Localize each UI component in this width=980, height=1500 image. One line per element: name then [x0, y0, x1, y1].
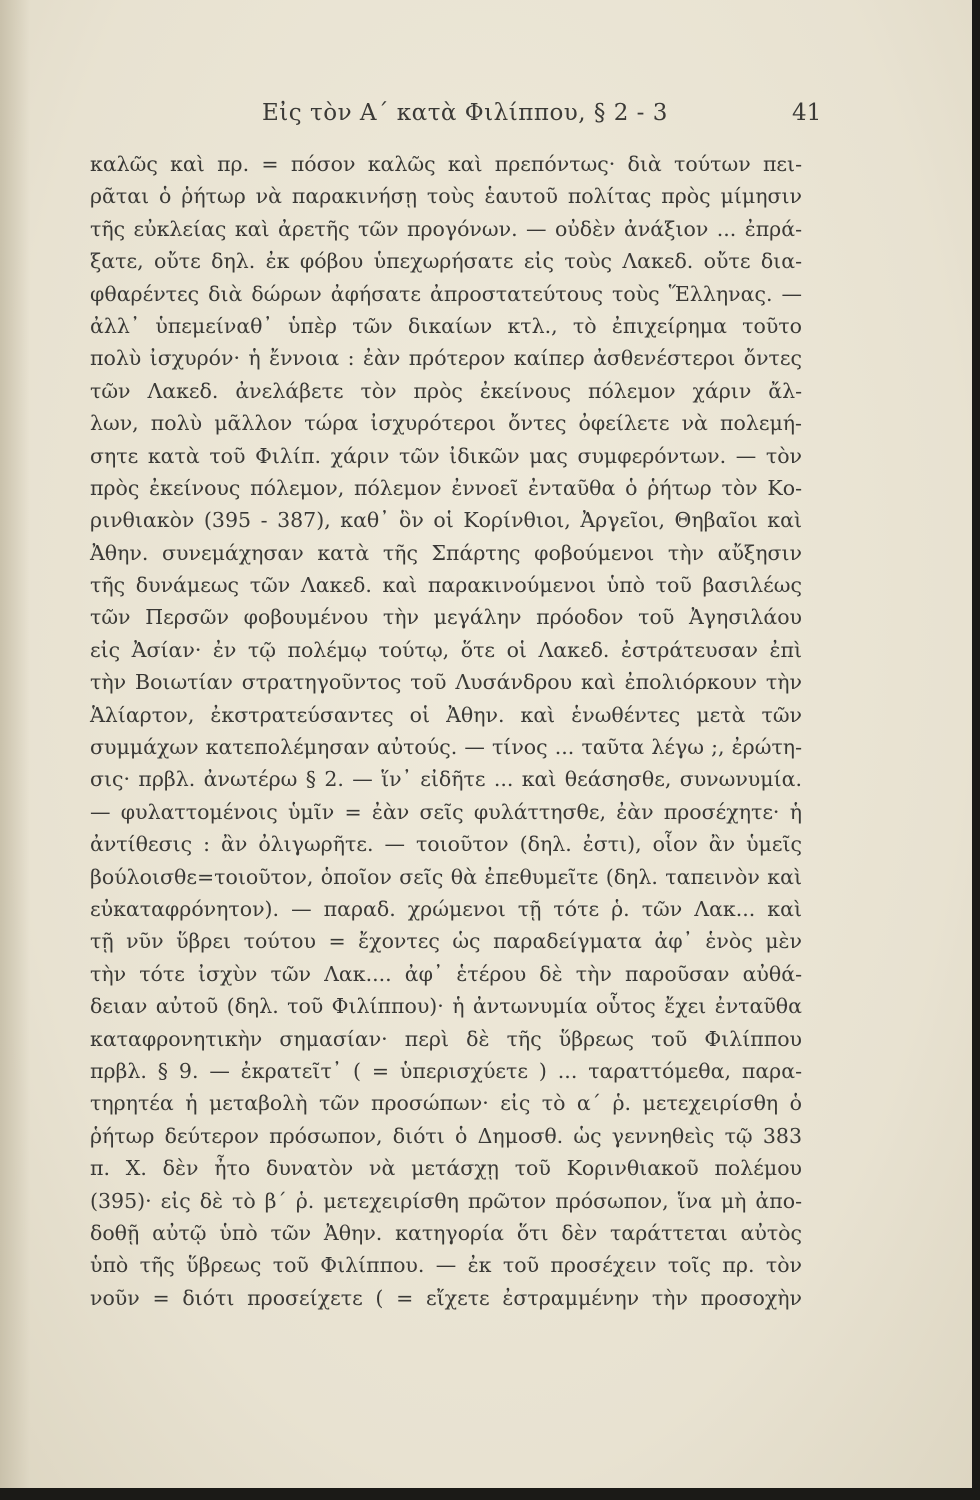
- page-number: 41: [792, 100, 822, 126]
- text-line: πρὸς ἐκείνους πόλεμον, πόλεμον ἐννοεῖ ἐνταῦθα ὁ ῥήτωρ τὸν Κο-: [90, 475, 802, 500]
- text-line: καλῶς καὶ πρ. = πόσον καλῶς καὶ πρεπόντως· διὰ τούτων πει-: [90, 152, 802, 176]
- text-line: ξατε, οὔτε δηλ. ἐκ φόβου ὑπεχωρήσατε εἰς τοὺς Λακεδ. οὔτε δια-: [90, 249, 802, 274]
- text-line: εἰς Ἀσίαν· ἐν τῷ πολέμῳ τούτῳ, ὅτε οἱ Λακεδ. ἐστράτευσαν ἐπὶ: [90, 637, 802, 662]
- binding-shadow: [0, 0, 30, 1488]
- text-line: τὴν Βοιωτίαν στρατηγοῦντος τοῦ Λυσάνδρου καὶ ἐπολιόρκουν τὴν: [90, 670, 802, 695]
- text-line: τηρητέα ἡ μεταβολὴ τῶν προσώπων· εἰς τὸ α΄ ῥ. μετεχειρίσθη ὁ: [90, 1091, 802, 1116]
- text-line: ἀλλ᾽ ὑπεμείναθ᾽ ὑπὲρ τῶν δικαίων κτλ., τὸ ἐπιχείρημα τοῦτο: [90, 313, 802, 338]
- text-line: καταφρονητικὴν σημασίαν· περὶ δὲ τῆς ὕβρεως τοῦ Φιλίππου: [90, 1026, 802, 1051]
- running-title: Εἰς τὸν Α΄ κατὰ Φιλίππου, § 2 - 3: [262, 100, 668, 126]
- commentary-text: [90, 148, 802, 1314]
- text-line: π. Χ. δὲν ἦτο δυνατὸν νὰ μετάσχῃ τοῦ Κορινθιακοῦ πολέμου: [90, 1156, 802, 1181]
- text-line: τῆς εὐκλείας καὶ ἀρετῆς τῶν προγόνων. — οὐδὲν ἀνάξιον ... ἐπρά-: [90, 216, 802, 241]
- text-line: (395)· εἰς δὲ τὸ β΄ ῥ. μετεχειρίσθη πρῶτον πρόσωπον, ἵνα μὴ ἀπο-: [90, 1188, 802, 1213]
- text-line: τῇ νῦν ὕβρει τούτου = ἔχοντες ὡς παραδείγματα ἀφ᾽ ἑνὸς μὲν: [90, 929, 802, 954]
- text-line: συμμάχων κατεπολέμησαν αὐτούς. — τίνος ... ταῦτα λέγω ;, ἐρώτη-: [90, 735, 802, 760]
- text-line: βούλοισθε=τοιοῦτον, ὁποῖον σεῖς θὰ ἐπεθυμεῖτε (δηλ. ταπεινὸν καὶ: [90, 864, 802, 889]
- text-line: εὐκαταφρόνητον). — παραδ. χρώμενοι τῇ τότε ῥ. τῶν Λακ... καὶ: [90, 896, 802, 921]
- text-line: ῥήτωρ δεύτερον πρόσωπον, διότι ὁ Δημοσθ. ὡς γεννηθεὶς τῷ 383: [90, 1123, 802, 1148]
- text-line: τῶν Λακεδ. ἀνελάβετε τὸν πρὸς ἐκείνους πόλεμον χάριν ἄλ-: [90, 378, 802, 403]
- text-line: νοῦν = διότι προσείχετε ( = εἴχετε ἐστραμμένην τὴν προσοχὴν: [90, 1285, 802, 1310]
- text-line: πρβλ. § 9. — ἐκρατεῖτ᾽ ( = ὑπερισχύετε ) ... ταραττόμεθα, παρα-: [90, 1058, 802, 1083]
- text-line: τῆς δυνάμεως τῶν Λακεδ. καὶ παρακινούμενοι ὑπὸ τοῦ βασιλέως: [90, 573, 802, 598]
- text-line: Ἁλίαρτον, ἐκστρατεύσαντες οἱ Ἀθην. καὶ ἑνωθέντες μετὰ τῶν: [90, 702, 802, 727]
- text-line: ρινθιακὸν (395 - 387), καθ᾽ ὃν οἱ Κορίνθιοι, Ἀργεῖοι, Θηβαῖοι καὶ: [90, 508, 802, 533]
- text-line: Ἀθην. συνεμάχησαν κατὰ τῆς Σπάρτης φοβούμενοι τὴν αὔξησιν: [90, 540, 802, 565]
- text-line: πολὺ ἰσχυρόν· ἡ ἔννοια : ἐὰν πρότερον καίπερ ἀσθενέστεροι ὄντες: [90, 346, 802, 371]
- text-line: τὴν τότε ἰσχὺν τῶν Λακ.... ἀφ᾽ ἑτέρου δὲ τὴν παροῦσαν αὐθά-: [90, 961, 802, 986]
- text-line: δοθῇ αὐτῷ ὑπὸ τῶν Ἀθην. κατηγορία ὅτι δὲν ταράττεται αὐτὸς: [90, 1220, 802, 1245]
- text-line: ἀντίθεσις : ἂν ὀλιγωρῆτε. — τοιοῦτον (δηλ. ἐστι), οἷον ἂν ὑμεῖς: [90, 832, 802, 857]
- text-line: δειαν αὐτοῦ (δηλ. τοῦ Φιλίππου)· ἡ ἀντωνυμία οὗτος ἔχει ἐνταῦθα: [90, 994, 802, 1019]
- running-head: [0, 100, 972, 136]
- text-line: — φυλαττομένοις ὑμῖν = ἐὰν σεῖς φυλάττησθε, ἐὰν προσέχητε· ἡ: [90, 799, 802, 824]
- text-line: σις· πρβλ. ἀνωτέρω § 2. — ἵν᾽ εἰδῆτε ... καὶ θεάσησθε, συνωνυμία.: [90, 767, 802, 792]
- text-line: σητε κατὰ τοῦ Φιλίπ. χάριν τῶν ἰδικῶν μας συμφερόντων. — τὸν: [90, 443, 802, 468]
- text-line: τῶν Περσῶν φοβουμένου τὴν μεγάλην πρόοδον τοῦ Ἀγησιλάου: [90, 605, 802, 630]
- text-line: ὑπὸ τῆς ὕβρεως τοῦ Φιλίππου. — ἐκ τοῦ προσέχειν τοῖς πρ. τὸν: [90, 1253, 802, 1278]
- text-line: ρᾶται ὁ ῥήτωρ νὰ παρακινήσῃ τοὺς ἑαυτοῦ πολίτας πρὸς μίμησιν: [90, 184, 802, 209]
- text-line: λων, πολὺ μᾶλλον τώρα ἰσχυρότεροι ὄντες ὀφείλετε νὰ πολεμή-: [90, 411, 802, 436]
- text-line: φθαρέντες διὰ δώρων ἀφήσατε ἀπροστατεύτους τοὺς Ἕλληνας. —: [90, 281, 802, 306]
